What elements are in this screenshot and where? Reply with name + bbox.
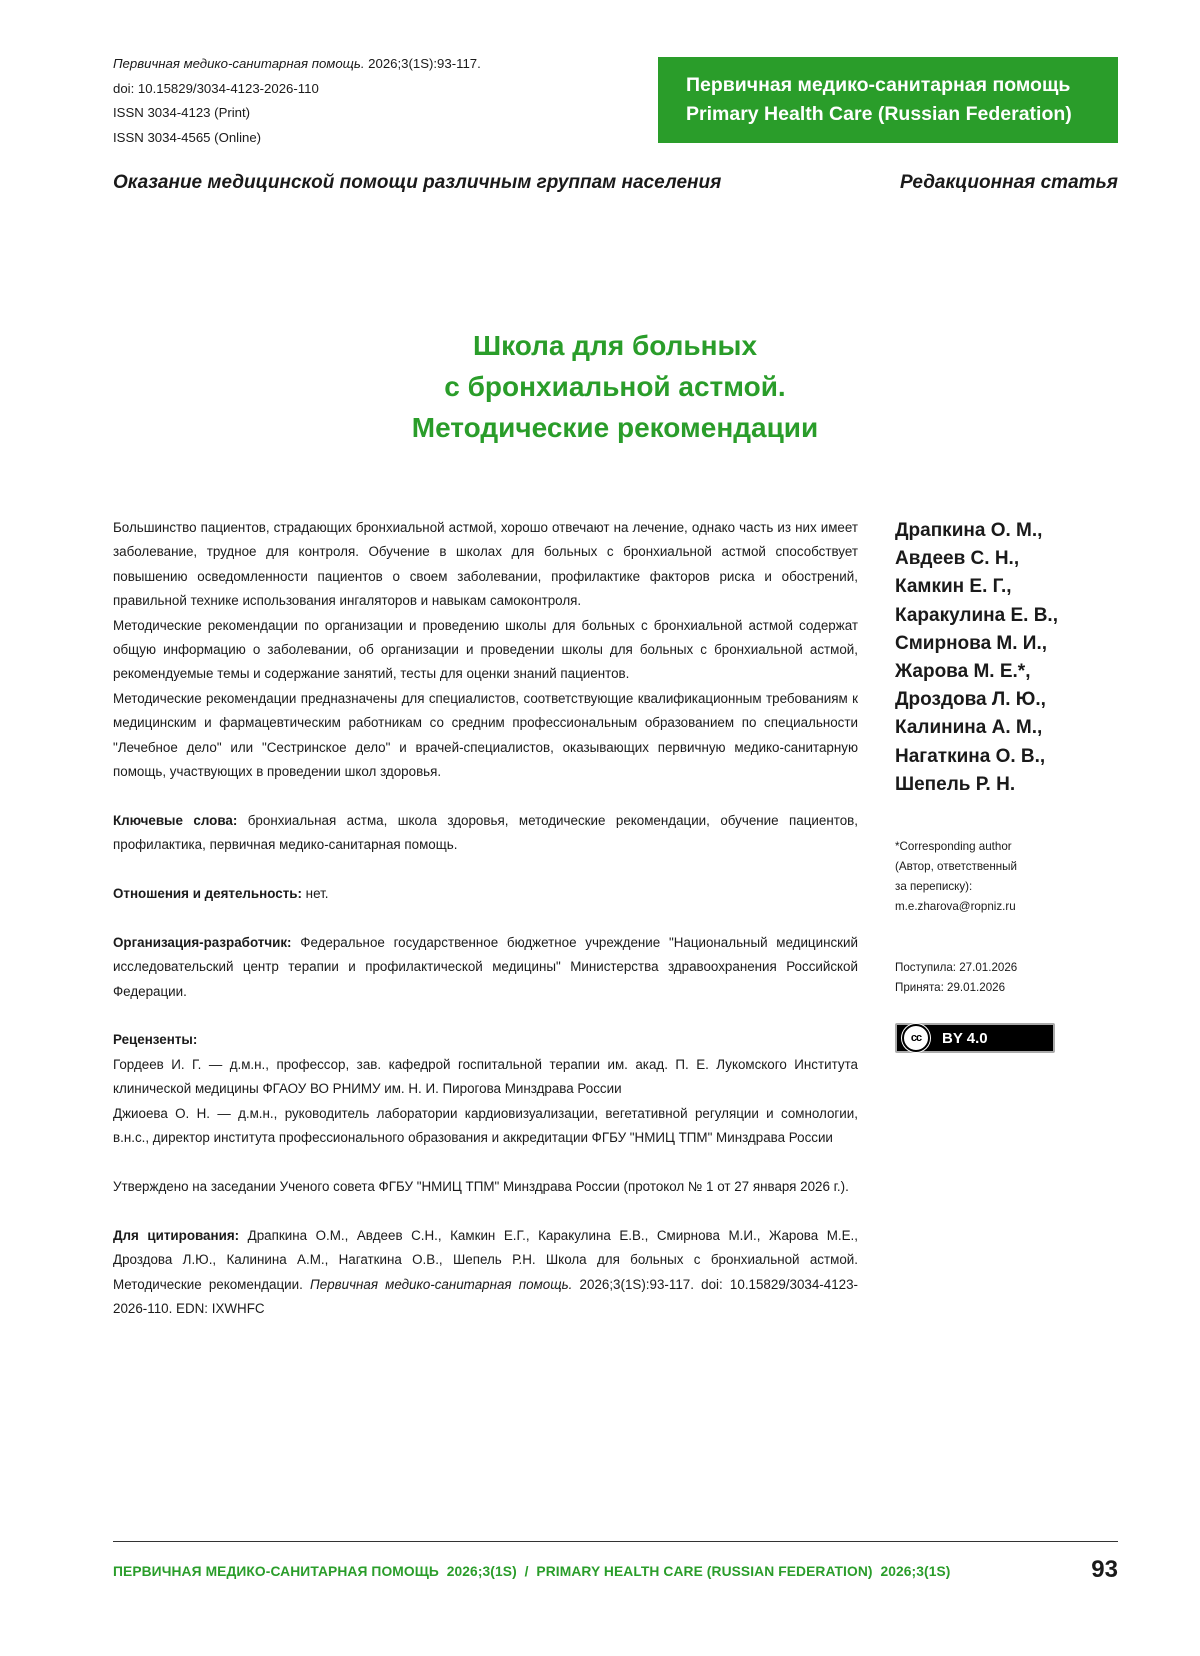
article-type: Редакционная статья: [899, 172, 1118, 193]
author-item: Смирнова М. И.,: [895, 632, 1048, 654]
author-item: Шепель Р. Н.: [895, 773, 1016, 795]
keywords-text: бронхиальная астма, школа здоровья, методические рекомендации, обучение пациентов, профилактика, первичная медико-санитарная помощь.: [113, 812, 858, 853]
author-item: Авдеев С. Н.,: [895, 548, 1020, 570]
reviewer-2: Джиоева О. Н. — д.м.н., руководитель лаборатории кардиовизуализации, вегетативной регуляции и сомнологии, в.н.с., директор института профессионального образования и аккредитации ФГБУ "НМИЦ ТПМ" Минздрава России: [113, 1105, 858, 1146]
issn-print: ISSN 3034-4123 (Print): [113, 105, 251, 120]
cite-rest: 2026;3(1S):93-117. doi: 10.15829/3034-4123-2026-110. EDN: IXWHFC: [113, 1276, 858, 1316]
organization: [113, 931, 858, 1004]
received-date: Поступила: 27.01.2026: [895, 961, 1018, 974]
abstract-paragraph-2: Методические рекомендации по организации и проведению школы для больных с бронхиальной астмой содержат общую информацию о заболевании, об организации и проведении школы для больных с бронхиальной астмой, рекомендуемые темы и содержание занятий, тесты для оценки знаний пациентов.: [113, 617, 858, 682]
corresponding-line-3: за переписку):: [895, 880, 973, 893]
article-title: [200, 325, 1030, 448]
reviewer-1: Гордеев И. Г. — д.м.н., профессор, зав. кафедрой госпитальной терапии им. акад. П. Е. Лукомского Института клинической медицины ФГАОУ ВО РНИМУ им. Н. И. Пирогова Минздрава России: [113, 1056, 858, 1097]
organization-text: Федеральное государственное бюджетное учреждение "Национальный медицинский исследовательский центр терапии и профилактической медицины" Министерства здравоохранения Российской Федерации.: [113, 934, 858, 999]
reviewers-label: Рецензенты:: [113, 1032, 198, 1048]
citation-journal: Первичная медико-санитарная помощь.: [113, 56, 365, 71]
cc-license-label: BY 4.0: [942, 1029, 988, 1047]
cc-logo-icon: cc: [902, 1024, 930, 1052]
abstract-paragraph-1: Большинство пациентов, страдающих бронхиальной астмой, хорошо отвечают на лечение, однако часть из них имеет заболевание, трудное для контроля. Обучение в школах для больных с бронхиальной астмой способствует повышению осведомленности пациентов о своем заболевании, профилактике факторов риска и обострений, правильной технике использования ингаляторов и навыкам самоконтроля.: [113, 520, 858, 609]
relations: [113, 882, 858, 906]
journal-name-box: [658, 57, 1118, 143]
author-item: Камкин Е. Г.,: [895, 576, 1012, 598]
cite-label: Для цитирования:: [113, 1227, 240, 1243]
relations-text: нет.: [301, 886, 329, 902]
author-item: Калинина А. М.,: [895, 717, 1043, 739]
corresponding-author: [895, 837, 1017, 917]
title-line-3: Методические рекомендации: [411, 412, 819, 443]
author-item: Драпкина О. М.,: [895, 520, 1043, 541]
organization-label: Организация-разработчик:: [113, 934, 292, 950]
footer-divider: [113, 1541, 1118, 1542]
corresponding-email[interactable]: m.e.zharova@ropniz.ru: [895, 900, 1016, 913]
issn-online: ISSN 3034-4565 (Online): [113, 129, 262, 145]
cc-license-badge[interactable]: [895, 1023, 1055, 1053]
keywords: [113, 809, 858, 858]
main-column: [113, 516, 858, 1321]
article-dates: [895, 958, 1017, 998]
corresponding-line-1: *Corresponding author: [895, 840, 1012, 853]
citation-line: [113, 52, 481, 77]
how-to-cite: [113, 1224, 858, 1322]
title-line-1: Школа для больных: [472, 330, 758, 361]
section-heading: Оказание медицинской помощи различным группам населения: [113, 172, 722, 193]
author-item: Нагаткина О. В.,: [895, 745, 1046, 767]
author-list: [895, 517, 1058, 799]
corresponding-line-2: (Автор, ответственный: [895, 860, 1017, 873]
accepted-date: Принята: 29.01.2026: [895, 981, 1006, 994]
citation-issue: 2026;3(1S):93-117.: [364, 56, 481, 71]
abstract-paragraph-3: Методические рекомендации предназначены для специалистов, соответствующие квалификационным требованиям к медицинским и фармацевтическим работникам со средним профессиональным образованием по специальности "Лечебное дело" или "Сестринское дело" и врачей-специалистов, оказывающих первичную медико-санитарную помощь, участвующих в проведении школ здоровья.: [113, 690, 858, 780]
footer-journal: ПЕРВИЧНАЯ МЕДИКО-САНИТАРНАЯ ПОМОЩЬ 2026;3(1S) / PRIMARY HEALTH CARE (RUSSIAN FEDERATION) 2026;3(1S): [113, 1564, 951, 1579]
author-item: Дроздова Л. Ю.,: [895, 689, 1046, 711]
journal-name-en: Primary Health Care (Russian Federation): [686, 103, 1072, 125]
keywords-label: Ключевые слова:: [113, 812, 238, 828]
cite-authors: Драпкина О.М., Авдеев С.Н., Камкин Е.Г., Каракулина Е.В., Смирнова М.И., Жарова М.Е., Дроздова Л.Ю., Калинина А.М., Нагаткина О.В., Шепель Р.Н. Школа для больных с бронхиальной астмой. Методические рекомендации.: [113, 1227, 858, 1292]
doi-line: doi: 10.15829/3034-4123-2026-110: [113, 80, 319, 96]
approval-note: Утверждено на заседании Ученого совета ФГБУ "НМИЦ ТПМ" Минздрава России (протокол № 1 от 27 января 2026 г.).: [113, 1178, 849, 1194]
relations-label: Отношения и деятельность:: [113, 886, 302, 902]
cite-journal: Первичная медико-санитарная помощь.: [310, 1276, 573, 1292]
page-number: 93: [1091, 1556, 1118, 1583]
author-item: Каракулина Е. В.,: [895, 604, 1058, 626]
journal-name-ru: Первичная медико-санитарная помощь: [686, 74, 1071, 96]
citation-header: [113, 52, 481, 150]
title-line-2: с бронхиальной астмой.: [444, 371, 786, 402]
author-item: Жарова М. Е.*,: [895, 661, 1031, 683]
